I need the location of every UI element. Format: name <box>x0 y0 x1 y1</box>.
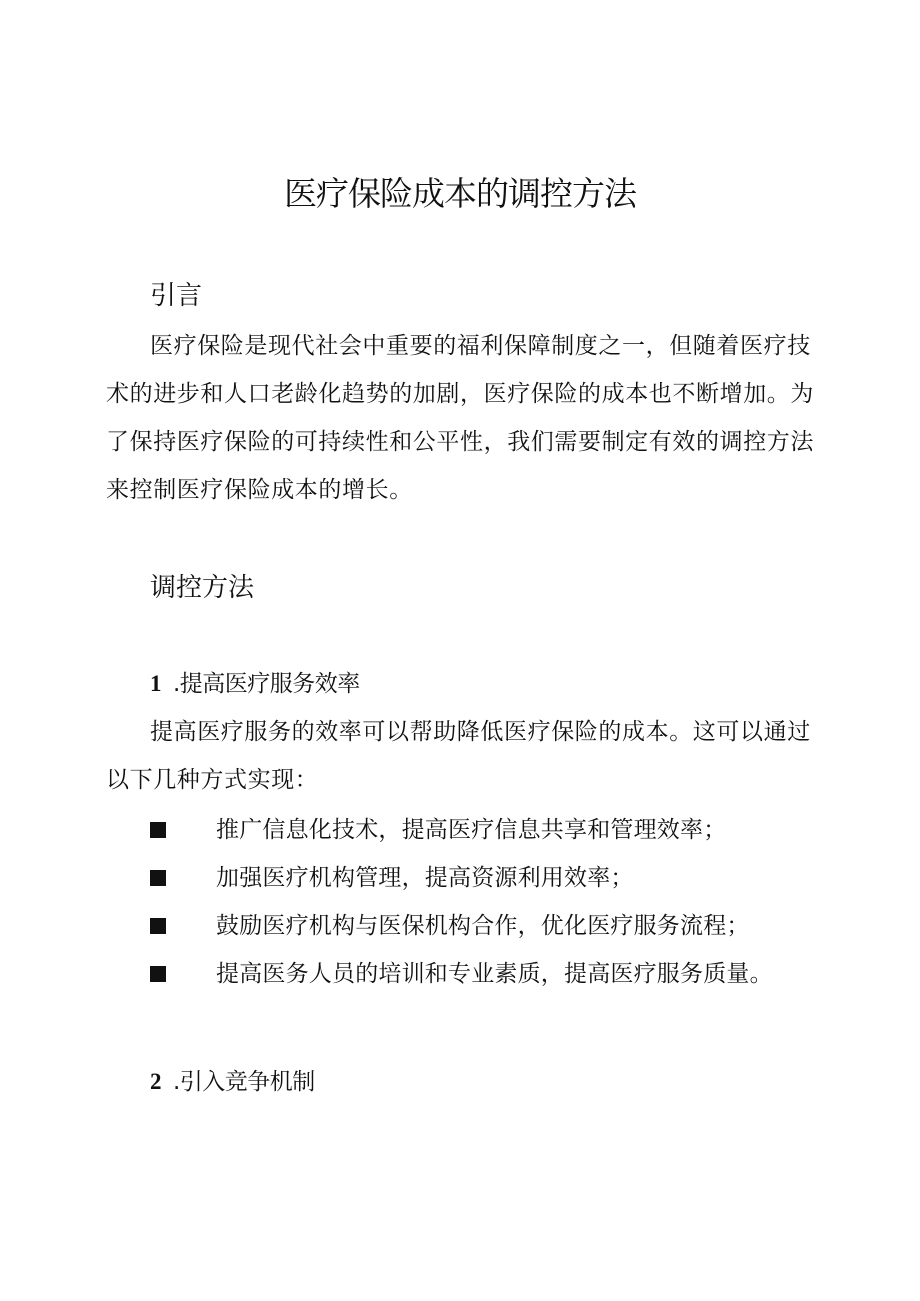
intro-paragraph-text: 医疗保险是现代社会中重要的福利保障制度之一，但随着医疗技术的进步和人口老龄化趋势的加剧，医疗保险的成本也不断增加。为了保持医疗保险的可持续性和公平性，我们需要制定有效的调控方法来控制医疗保险成本的增长。 <box>106 333 814 503</box>
bullet-text: 提高医务人员的培训和专业素质，提高医疗服务质量。 <box>216 961 773 987</box>
method-2-number: 2 <box>150 1069 161 1094</box>
square-bullet-icon <box>150 918 166 934</box>
method-1-title: .提高医疗服务效率 <box>173 671 360 697</box>
square-bullet-icon <box>150 966 166 982</box>
bullet-list-item <box>150 906 750 946</box>
bullet-text: 鼓励医疗机构与医保机构合作，优化医疗服务流程； <box>216 913 750 939</box>
bullet-list-item <box>150 810 727 850</box>
intro-heading: 引言 <box>150 281 203 311</box>
document-title: 医疗保险成本的调控方法 <box>284 174 636 213</box>
square-bullet-icon <box>150 870 166 886</box>
square-bullet-icon <box>150 822 166 838</box>
method-1-heading <box>150 667 360 701</box>
bullet-list-item <box>150 858 634 898</box>
method-2-heading <box>150 1065 315 1099</box>
intro-paragraph <box>106 322 822 514</box>
method-1-paragraph-text: 提高医疗服务的效率可以帮助降低医疗保险的成本。这可以通过以下几种方式实现： <box>106 719 811 793</box>
method-1-number: 1 <box>150 671 161 696</box>
bullet-list-item <box>150 954 773 994</box>
method-1-paragraph <box>106 708 822 804</box>
bullet-text: 加强医疗机构管理，提高资源利用效率； <box>216 865 634 891</box>
bullet-text: 推广信息化技术，提高医疗信息共享和管理效率； <box>216 817 727 843</box>
method-2-title: .引入竞争机制 <box>173 1069 315 1095</box>
methods-heading: 调控方法 <box>150 573 255 603</box>
